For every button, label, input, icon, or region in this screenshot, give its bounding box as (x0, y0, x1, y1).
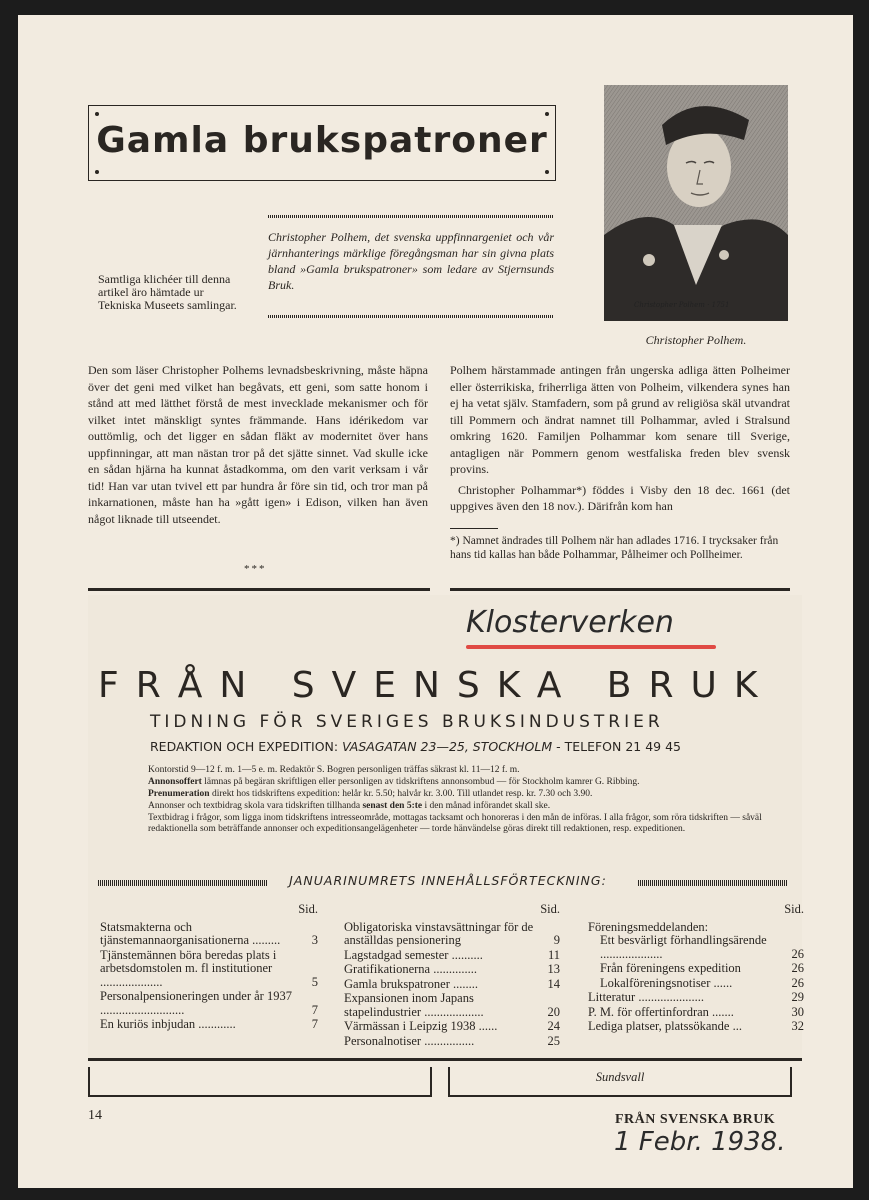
toc-entry-page: 24 (547, 1019, 560, 1033)
toc-entry (344, 992, 560, 1019)
toc-entry-title: Värmässan i Leipzig 1938 ...... (344, 1019, 498, 1033)
deadline-text-c: i den månad införandet skall ske. (422, 801, 551, 811)
toc-rule-left (98, 880, 268, 886)
toc-entry-title: En kuriös inbjudan ............ (100, 1017, 236, 1031)
toc-list-1 (100, 921, 318, 1032)
toc-entry (100, 1018, 318, 1032)
toc-entry (344, 963, 560, 977)
toc-entry-title: Gratifikationerna .............. (344, 962, 477, 976)
red-underline (466, 645, 716, 649)
toc-entry (100, 949, 318, 990)
toc-entry-title: Expansionen inom Japans stapelindustrier ................... (344, 991, 484, 1019)
toc-entry-title: Tjänstemännen böra beredas plats i arbetsdomstolen m. fl institutioner .................... (100, 947, 277, 989)
toc-entry-page: 20 (547, 1004, 560, 1019)
ad-offer-text: lämnas på begäran skriftligen eller personligen av tidskriftens annonsombud — för Stockholm kamrer G. Ribbing. (201, 777, 640, 787)
article-right-column (450, 362, 790, 519)
article-title-box (88, 105, 556, 181)
toc-heading-text: JANUARINUMRETS INNEHÅLLSFÖRTECKNING: (289, 873, 607, 888)
toc-entry-title: Litteratur ..................... (588, 990, 704, 1004)
toc-entry-page: 29 (791, 990, 804, 1004)
article-left-column (88, 362, 428, 531)
toc-heading (98, 873, 788, 893)
toc-list-3 (588, 934, 804, 1034)
address-label: REDAKTION OCH EXPEDITION: (150, 739, 339, 754)
svg-text:Christopher Polhem · 1751: Christopher Polhem · 1751 (634, 301, 730, 309)
toc-entry-page: 9 (553, 933, 560, 947)
intro-top-rule (268, 215, 554, 218)
toc-column-1 (100, 903, 318, 1033)
deadline-text-a: Annonser och textbidrag skola vara tidskriften tillhanda (148, 801, 363, 811)
article-intro: Christopher Polhem, det svenska uppfinnargeniet och vår järnhanterings märklige föregångsman har sin givna plats bland »Gamla brukspatroner» som ledare av Stjernsunds Bruk. (268, 230, 554, 292)
ad-offer (148, 777, 768, 788)
subscription-label: Prenumeration (148, 789, 210, 799)
subscription (148, 789, 768, 800)
toc-entry (100, 990, 318, 1017)
sid-label: Sid. (540, 902, 560, 916)
subscription-text: direkt hos tidskriftens expedition: helår kr. 5.50; halvår kr. 3.00. Till utlandet resp. kr. 7.30 och 3.90. (209, 789, 593, 799)
toc-entry (588, 991, 804, 1005)
right-column-paragraph-1: Polhem härstammade antingen från ungerska adliga ätten Polheimer eller österrikiska, friherrliga ätten von Polheim, vilkendera synes han ej ha vetat själv. Stamfadern, som på grund av religiösa skäl utvandrat till Pommern och ändrat namnet till Polhammar, avled i Stralsund omkring 1620. Familjen Polhammar kom senare till Sverige, antagligen när Pommern genom westfaliska freden blev svensk provins. (450, 363, 790, 476)
article-title: Gamla brukspatroner (96, 120, 548, 161)
masthead-info (148, 765, 768, 836)
sid-label: Sid. (784, 902, 804, 916)
toc-rule-right (638, 880, 788, 886)
toc-entry (588, 977, 804, 991)
toc-entry (100, 921, 318, 948)
contributions: Textbidrag i frågor, som ligga inom tidskriftens intresseområde, mottagas tacksamt och honoreras i den mån de införas. I alla frågor, som röra tidskriften — såväl redaktionella som beträffande annonser och expeditionsangelägenheter — torde hänvändelse göras direkt till redaktionen, resp. expeditionen. (148, 813, 762, 834)
section-separator: *** (244, 563, 267, 575)
sundsvall-stamp: Sundsvall (595, 1070, 645, 1084)
address-phone: - TELEFON 21 49 45 (556, 739, 682, 754)
image-credit-note: Samtliga klichéer till denna artikel äro hämtade ur Tekniska Museets samlingar. (98, 272, 237, 312)
toc-entry-page: 30 (791, 1004, 804, 1019)
office-hours: Kontorstid 9—12 f. m. 1—5 e. m. Redaktör S. Bogren personligen träffas säkrast kl. 11—12 f. m. (148, 765, 520, 775)
toc-entry (588, 1020, 804, 1034)
running-footer-title: FRÅN SVENSKA BRUK (615, 1112, 776, 1127)
toc-entry-title: Obligatoriska vinstavsättningar för de anställdas pensionering (344, 919, 534, 947)
section-rule-left (88, 588, 430, 591)
toc-entry-page: 11 (547, 947, 560, 962)
toc-entry (344, 1020, 560, 1034)
deadline (148, 801, 768, 812)
left-column-paragraph: Den som läser Christopher Polhems levnadsbeskrivning, måste häpna över det geni med vilket han begåvats, ett geni, som satte honom i stånd att med lätthet förstå de mest invecklade mekanismer och för vilket intet mänskligt syntes främmande. Hans idérikedom var outtömlig, och det ligger en sådan fläkt av modernitet över hans uppfinningar, att man nästan tror på det sjätte sinnet. Vad skulle icke en sådan hjärna ha kunnat åstadkomma, om den varit verksam i vår tid! Han var utan tvivel ett par hundra år före sin tid, och tror man på inkarnationen, måste han ha »gått igen» i Edison, vilken han även något liknade till utseendet. (88, 363, 428, 526)
masthead-subtitle: TIDNING FÖR SVERIGES BRUKSINDUSTRIER (150, 712, 664, 732)
toc-entry-title: Lagstadgad semester .......... (344, 947, 483, 962)
toc-entry-page: 32 (791, 1019, 804, 1033)
sid-label: Sid. (298, 902, 318, 916)
toc-list-2 (344, 921, 560, 1049)
toc-entry-title: Lediga platser, platssökande ... (588, 1019, 742, 1033)
magazine-page (18, 15, 853, 1188)
toc-entry-title: Personalpensioneringen under år 1937 ........................... (100, 989, 292, 1017)
toc-entry-title: P. M. för offertinfordran ....... (588, 1004, 734, 1019)
toc-column-2 (344, 903, 560, 1049)
masthead-bottom-rule (88, 1058, 802, 1061)
masthead-title: FRÅN SVENSKA BRUK (98, 665, 775, 706)
toc-entry-page: 26 (791, 946, 804, 961)
ad-offer-label: Annonsoffert (148, 777, 202, 787)
toc-entry-page: 5 (311, 974, 318, 989)
toc-entry-page: 3 (311, 933, 318, 947)
toc-entry-page: 7 (311, 1017, 318, 1031)
right-column-paragraph-2: Christopher Polhammar*) föddes i Visby den 18 dec. 1661 (det uppgives även den 18 nov.). Därifrån kom han (450, 482, 790, 513)
toc-entry (344, 978, 560, 992)
toc-entry-page: 13 (547, 962, 560, 976)
toc-entry-page: 26 (791, 961, 804, 975)
masthead-address (150, 739, 681, 754)
toc-entry-title: Från föreningens expedition (600, 961, 741, 975)
toc-entry-title: Gamla brukspatroner ........ (344, 976, 478, 991)
footnote: *) Namnet ändrades till Polhem när han adlades 1716. I trycksaker från hans tid kallas han både Polhammar, Pålheimer och Pollheimer. (450, 535, 779, 561)
polhem-portrait-image (604, 85, 788, 321)
toc-entry-title: Lokalföreningsnotiser ...... (600, 975, 733, 990)
footer-box-left (88, 1067, 432, 1097)
toc-entry-title: Statsmakterna och tjänstemannaorganisationerna ......... (100, 919, 281, 947)
toc-entry-page: 14 (547, 976, 560, 991)
portrait-caption: Christopher Polhem. (645, 333, 747, 347)
handwritten-date: 1 Febr. 1938. (614, 1127, 786, 1157)
toc-entry-title: Ett besvärligt förhandlingsärende .................... (600, 933, 767, 961)
toc-entry (344, 1035, 560, 1049)
toc-entry-page: 26 (791, 975, 804, 990)
toc-entry-title: Personalnotiser ................ (344, 1033, 475, 1048)
toc-entry-page: 25 (547, 1033, 560, 1048)
toc-entry (344, 921, 560, 948)
section-rule-right (450, 588, 790, 591)
intro-bottom-rule (268, 315, 554, 318)
toc-entry-page: 7 (311, 1002, 318, 1017)
toc-entry (588, 962, 804, 976)
toc-entry (344, 949, 560, 963)
address-street: VASAGATAN 23—25, STOCKHOLM (342, 739, 553, 754)
toc-column-3 (588, 903, 804, 1035)
toc-entry (588, 934, 804, 961)
deadline-date: senast den 5:te (362, 801, 423, 811)
toc-entry (588, 1006, 804, 1020)
footnote-rule (450, 528, 498, 529)
handwritten-klosterverken: Klosterverken (466, 605, 674, 640)
page-number: 14 (88, 1108, 102, 1123)
toc-col3-title: Föreningsmeddelanden: (588, 919, 709, 934)
